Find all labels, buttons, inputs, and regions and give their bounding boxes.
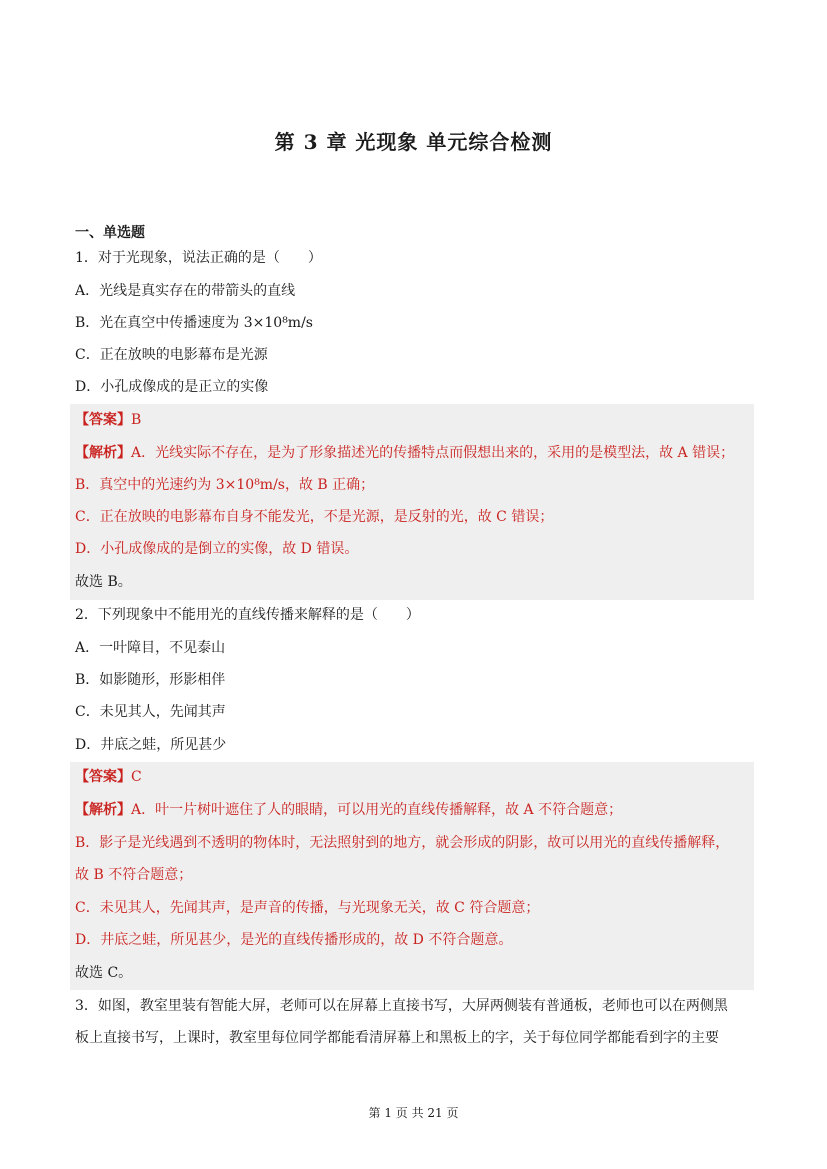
question-1-analysis-4: D．小孔成像成的是倒立的实像，故 D 错误。 [75, 541, 359, 557]
question-1-answer [75, 410, 141, 430]
question-1-analysis-3: C．正在放映的电影幕布自身不能发光，不是光源，是反射的光，故 C 错误； [75, 509, 554, 525]
question-1-option-c: C．正在放映的电影幕布是光源 [75, 347, 268, 363]
question-1-conclusion: 故选 B。 [75, 574, 132, 590]
question-2-analysis-4: C．未见其人，先闻其声，是声音的传播，与光现象无关，故 C 符合题意； [75, 900, 540, 916]
question-1-option-b: B．光在真空中传播速度为 3×10⁸m/s [75, 315, 313, 331]
question-2-option-d: D．井底之蛙，所见甚少 [75, 737, 227, 753]
question-1-option-d: D．小孔成像成的是正立的实像 [75, 379, 269, 395]
page-footer: 第 1 页 共 21 页 [368, 1106, 459, 1120]
page-title: 第 3 章 光现象 单元综合检测 [274, 130, 553, 154]
question-1-solution-box [70, 404, 754, 600]
answer-value: B [131, 412, 142, 428]
question-2-option-a: A．一叶障目，不见泰山 [75, 640, 226, 656]
answer-label: 【答案】 [75, 412, 131, 428]
question-3-stem-line-2: 板上直接书写，上课时，教室里每位同学都能看清屏幕上和黑板上的字，关于每位同学都能看到字的主要 [75, 1030, 719, 1046]
section-heading: 一、单选题 [75, 225, 145, 241]
question-2-analysis-3: 故 B 不符合题意； [75, 867, 193, 883]
question-2-answer [75, 767, 142, 787]
question-2-option-b: B．如影随形，形影相伴 [75, 672, 226, 688]
question-2-option-c: C．未见其人，先闻其声 [75, 704, 226, 720]
answer-label: 【答案】 [75, 769, 131, 785]
question-2-analysis-1 [75, 800, 622, 820]
question-2-analysis-5: D．井底之蛙，所见甚少，是光的直线传播形成的，故 D 不符合题意。 [75, 932, 513, 948]
question-2-conclusion: 故选 C。 [75, 965, 133, 981]
question-1-stem: 1．对于光现象，说法正确的是（ ） [75, 250, 322, 266]
answer-value: C [131, 769, 142, 785]
analysis-text: A．光线实际不存在，是为了形象描述光的传播特点而假想出来的，采用的是模型法，故 A 错误； [131, 445, 735, 461]
analysis-label: 【解析】 [75, 445, 131, 461]
analysis-label: 【解析】 [75, 802, 131, 818]
question-3-stem-line-1: 3．如图，教室里装有智能大屏，老师可以在屏幕上直接书写，大屏两侧装有普通板，老师也可以在两侧黑 [75, 998, 728, 1014]
analysis-text: A．叶一片树叶遮住了人的眼睛，可以用光的直线传播解释，故 A 不符合题意； [131, 802, 623, 818]
question-2-stem: 2．下列现象中不能用光的直线传播来解释的是（ ） [75, 607, 420, 623]
question-1-option-a: A．光线是真实存在的带箭头的直线 [75, 283, 296, 299]
question-1-analysis-2: B．真空中的光速约为 3×10⁸m/s，故 B 正确； [75, 477, 375, 493]
question-1-analysis-1 [75, 443, 734, 463]
question-2-analysis-2: B．影子是光线遇到不透明的物体时，无法照射到的地方，就会形成的阴影，故可以用光的直线传播解释， [75, 835, 730, 851]
